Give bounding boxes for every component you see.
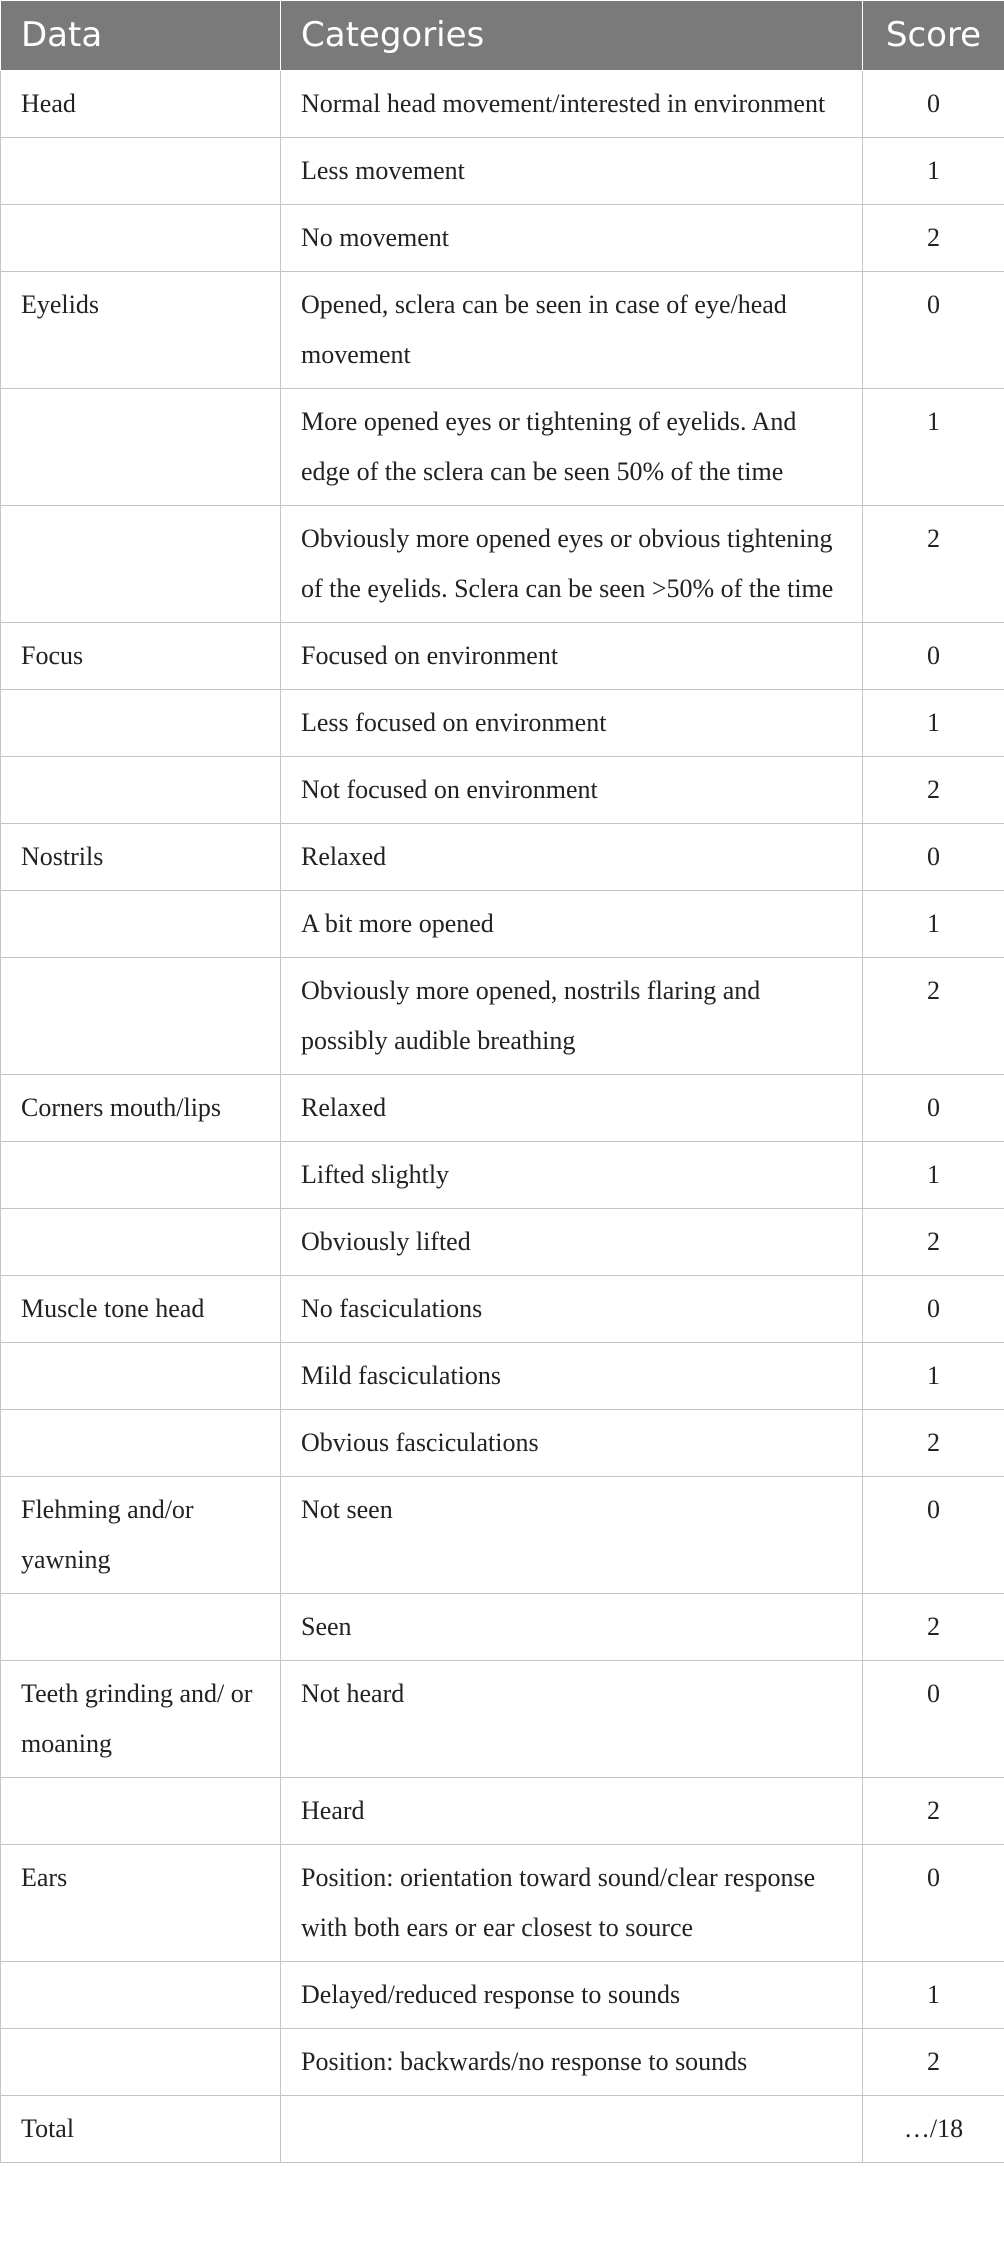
table-row — [1, 71, 1004, 138]
row-category: Relaxed — [281, 1075, 863, 1142]
row-data — [1, 958, 281, 1075]
row-data — [1, 389, 281, 506]
row-data: Focus — [1, 623, 281, 690]
table-row — [1, 1778, 1004, 1845]
table-row — [1, 1845, 1004, 1962]
row-category: A bit more opened — [281, 891, 863, 958]
table-row — [1, 1410, 1004, 1477]
table-row — [1, 1075, 1004, 1142]
table-row — [1, 824, 1004, 891]
header-score: Score — [863, 1, 1004, 71]
row-score: 0 — [863, 71, 1004, 138]
row-score: 2 — [863, 1778, 1004, 1845]
row-category: No fasciculations — [281, 1276, 863, 1343]
row-category: Less movement — [281, 138, 863, 205]
row-data — [1, 1962, 281, 2029]
row-score: 2 — [863, 2029, 1004, 2096]
row-category: Lifted slightly — [281, 1142, 863, 1209]
table-row — [1, 138, 1004, 205]
row-category: Relaxed — [281, 824, 863, 891]
table-row — [1, 506, 1004, 623]
row-category: Opened, sclera can be seen in case of eye/head movement — [281, 272, 863, 389]
table-row — [1, 1962, 1004, 2029]
table-row — [1, 205, 1004, 272]
row-score: 2 — [863, 506, 1004, 623]
table-row — [1, 1477, 1004, 1594]
table-row — [1, 891, 1004, 958]
row-data: Nostrils — [1, 824, 281, 891]
row-category: Focused on environment — [281, 623, 863, 690]
row-score: 1 — [863, 690, 1004, 757]
row-score: 1 — [863, 1343, 1004, 1410]
row-category: Obviously more opened eyes or obvious tightening of the eyelids. Sclera can be seen >50% of the time — [281, 506, 863, 623]
total-score: …/18 — [863, 2096, 1004, 2163]
row-data — [1, 2029, 281, 2096]
row-score: 0 — [863, 1845, 1004, 1962]
table-row — [1, 1142, 1004, 1209]
row-category: Position: backwards/no response to sounds — [281, 2029, 863, 2096]
row-score: 2 — [863, 1209, 1004, 1276]
row-score: 1 — [863, 1962, 1004, 2029]
row-category: Not seen — [281, 1477, 863, 1594]
table-row — [1, 389, 1004, 506]
table-row — [1, 757, 1004, 824]
row-data — [1, 1410, 281, 1477]
table-row — [1, 272, 1004, 389]
row-data — [1, 138, 281, 205]
row-category: Obviously more opened, nostrils flaring and possibly audible breathing — [281, 958, 863, 1075]
row-category: Seen — [281, 1594, 863, 1661]
row-data — [1, 506, 281, 623]
row-score: 1 — [863, 138, 1004, 205]
header-categories: Categories — [281, 1, 863, 71]
header-row — [1, 1, 1004, 71]
table-row — [1, 1343, 1004, 1410]
row-data: Teeth grinding and/ or moaning — [1, 1661, 281, 1778]
row-category: Normal head movement/interested in environment — [281, 71, 863, 138]
header-data: Data — [1, 1, 281, 71]
row-category: More opened eyes or tightening of eyelids. And edge of the sclera can be seen 50% of the time — [281, 389, 863, 506]
row-category: Not focused on environment — [281, 757, 863, 824]
row-category: Obviously lifted — [281, 1209, 863, 1276]
row-category: Not heard — [281, 1661, 863, 1778]
row-score: 0 — [863, 272, 1004, 389]
table-row — [1, 1209, 1004, 1276]
row-category: Mild fasciculations — [281, 1343, 863, 1410]
row-data: Eyelids — [1, 272, 281, 389]
row-score: 1 — [863, 891, 1004, 958]
row-data: Muscle tone head — [1, 1276, 281, 1343]
row-data — [1, 1778, 281, 1845]
row-data — [1, 1343, 281, 1410]
table-row — [1, 1661, 1004, 1778]
row-category: Obvious fasciculations — [281, 1410, 863, 1477]
table-header — [1, 1, 1004, 71]
row-category: Heard — [281, 1778, 863, 1845]
row-category: Less focused on environment — [281, 690, 863, 757]
table-body — [1, 71, 1004, 2163]
row-data — [1, 1142, 281, 1209]
row-category: No movement — [281, 205, 863, 272]
row-score: 2 — [863, 757, 1004, 824]
row-score: 0 — [863, 623, 1004, 690]
row-data — [1, 205, 281, 272]
row-score: 2 — [863, 958, 1004, 1075]
row-data: Corners mouth/lips — [1, 1075, 281, 1142]
row-data: Flehming and/or yawning — [1, 1477, 281, 1594]
row-score: 2 — [863, 1410, 1004, 1477]
row-score: 1 — [863, 1142, 1004, 1209]
row-data — [1, 757, 281, 824]
row-score: 1 — [863, 389, 1004, 506]
row-score: 0 — [863, 824, 1004, 891]
row-data — [1, 1209, 281, 1276]
row-data — [1, 1594, 281, 1661]
row-score: 2 — [863, 1594, 1004, 1661]
row-score: 0 — [863, 1075, 1004, 1142]
total-row — [1, 2096, 1004, 2163]
table-row — [1, 958, 1004, 1075]
row-category: Position: orientation toward sound/clear response with both ears or ear closest to source — [281, 1845, 863, 1962]
row-data — [1, 891, 281, 958]
table-row — [1, 1276, 1004, 1343]
table-row — [1, 690, 1004, 757]
row-category: Delayed/reduced response to sounds — [281, 1962, 863, 2029]
row-data: Ears — [1, 1845, 281, 1962]
row-score: 0 — [863, 1276, 1004, 1343]
row-score: 2 — [863, 205, 1004, 272]
table-row — [1, 2029, 1004, 2096]
total-category — [281, 2096, 863, 2163]
table-row — [1, 1594, 1004, 1661]
table-row — [1, 623, 1004, 690]
row-data — [1, 690, 281, 757]
row-score: 0 — [863, 1477, 1004, 1594]
total-label: Total — [1, 2096, 281, 2163]
row-score: 0 — [863, 1661, 1004, 1778]
row-data: Head — [1, 71, 281, 138]
